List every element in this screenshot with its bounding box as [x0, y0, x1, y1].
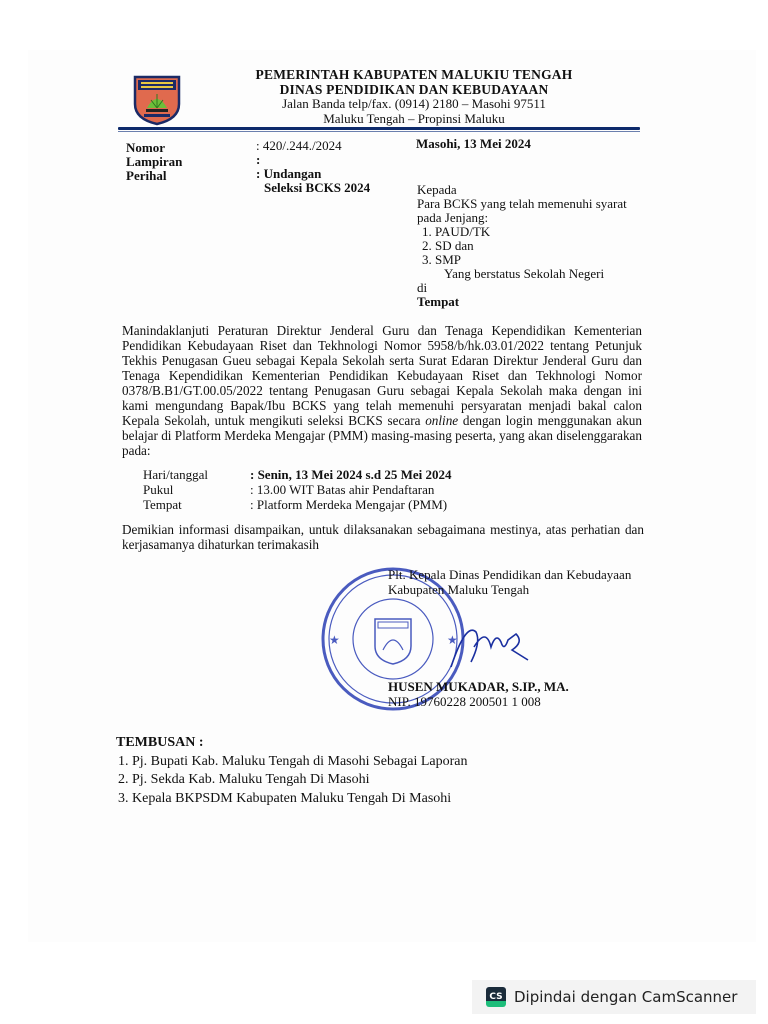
recipient-level: 2. SD dan — [422, 238, 474, 253]
body-text-2: dengan login menggunakan akun belajar di Platform Merdeka Mengajar (PMM) masing-masing peserta, yang akan diselenggarakan pada: — [122, 413, 642, 458]
cc-item: 2. Pj. Sekda Kab. Maluku Tengah Di Masohi — [118, 772, 370, 787]
signatory-name: HUSEN MUKADAR, S.IP., MA. — [388, 679, 569, 694]
closing-paragraph: Demikian informasi disampaikan, untuk dilaksanakan sebagaimana mestinya, atas perhatian dan kerjasamanya dihaturkan terimakasih — [122, 522, 644, 552]
letterhead-department: DINAS PENDIDIKAN DAN KEBUDAYAAN — [279, 81, 549, 97]
detail-value-date: : Senin, 13 Mei 2024 s.d 25 Mei 2024 — [250, 467, 452, 482]
body-text-1: Manindaklanjuti Peraturan Direktur Jenderal Guru dan Tenaga Kependidikan Kementerian Pendidikan Kebudayaan Riset dan Tekhnologi Nomor 5958/b/hk.03.01/2022 tentang Petunjuk Tekhis Penugasan Gueu sebagai Kepala Sekolah serta Surat Edaran Direktur Jenderal Guru dan Tenaga Kependidikan Kementerian Pendidikan Kebudayaan Riset dan Tekhnologi Nomor 0378/B.B1/GT.00.05/2022 tentang Penugasan Guru sebagai Kepala Sekolah maka dengan ini kami mengundang Bapak/Ibu BCKS yang telah memenuhi persyaratan menjadi bakal calon Kepala Sekolah, untuk mengikuti seleksi BCKS secara — [122, 323, 642, 428]
letterhead-region: Maluku Tengah – Propinsi Maluku — [323, 110, 505, 126]
detail-label-time: Pukul — [143, 482, 174, 497]
recipient-kepada: Kepada — [417, 182, 457, 197]
nomor-value: : 420/.244./2024 — [256, 138, 342, 153]
cc-item: 3. Kepala BKPSDM Kabupaten Maluku Tengah Di Masohi — [118, 791, 452, 806]
letterhead-divider — [118, 127, 640, 130]
recipient-level: 3. SMP — [422, 252, 462, 267]
body-text-italic: online — [425, 413, 459, 428]
letterhead — [128, 68, 640, 130]
detail-value-place: : Platform Merdeka Mengajar (PMM) — [250, 497, 448, 512]
body-paragraph — [122, 323, 642, 458]
signatory-nip: NIP. 19760228 200501 1 008 — [388, 694, 541, 709]
recipient-line1: Para BCKS yang telah memenuhi syarat — [417, 196, 627, 211]
recipient-di: di — [417, 280, 428, 295]
letterhead-government: PEMERINTAH KABUPATEN MALUKIU TENGAH — [255, 67, 573, 82]
lampiran-value: : — [256, 152, 261, 167]
handwritten-signature-icon — [446, 612, 536, 682]
lampiran-label: Lampiran — [126, 154, 183, 169]
perihal-value-2: Seleksi BCKS 2024 — [264, 180, 371, 195]
camscanner-label: Dipindai dengan CamScanner — [514, 988, 738, 1006]
letterhead-address: Jalan Banda telp/fax. (0914) 2180 – Masohi 97511 — [282, 96, 546, 111]
perihal-value-1: : Undangan — [256, 166, 322, 181]
signatory-title-1: Plt. Kepala Dinas Pendidikan dan Kebudayaan — [388, 567, 632, 582]
svg-text:★: ★ — [447, 633, 458, 647]
nomor-label: Nomor — [126, 140, 165, 155]
recipient-line2: pada Jenjang: — [417, 210, 489, 225]
svg-text:★: ★ — [329, 633, 340, 647]
camscanner-watermark — [472, 980, 756, 1014]
detail-label-place: Tempat — [143, 497, 182, 512]
camscanner-logo-icon: CS — [486, 987, 506, 1007]
detail-label-date: Hari/tanggal — [143, 467, 208, 482]
signatory-title-2: Kabupaten Maluku Tengah — [388, 582, 530, 597]
regency-coat-of-arms-icon — [132, 74, 182, 126]
recipient-tempat: Tempat — [417, 294, 460, 309]
cc-heading: TEMBUSAN : — [116, 735, 204, 750]
perihal-label: Perihal — [126, 168, 167, 183]
recipient-level: 1. PAUD/TK — [422, 224, 491, 239]
letterhead-divider-thin — [118, 131, 640, 132]
detail-value-time: : 13.00 WIT Batas ahir Pendaftaran — [250, 482, 435, 497]
cc-item: 1. Pj. Bupati Kab. Maluku Tengah di Masohi Sebagai Laporan — [118, 754, 468, 769]
recipient-status: Yang berstatus Sekolah Negeri — [444, 266, 605, 281]
place-date: Masohi, 13 Mei 2024 — [416, 136, 531, 151]
